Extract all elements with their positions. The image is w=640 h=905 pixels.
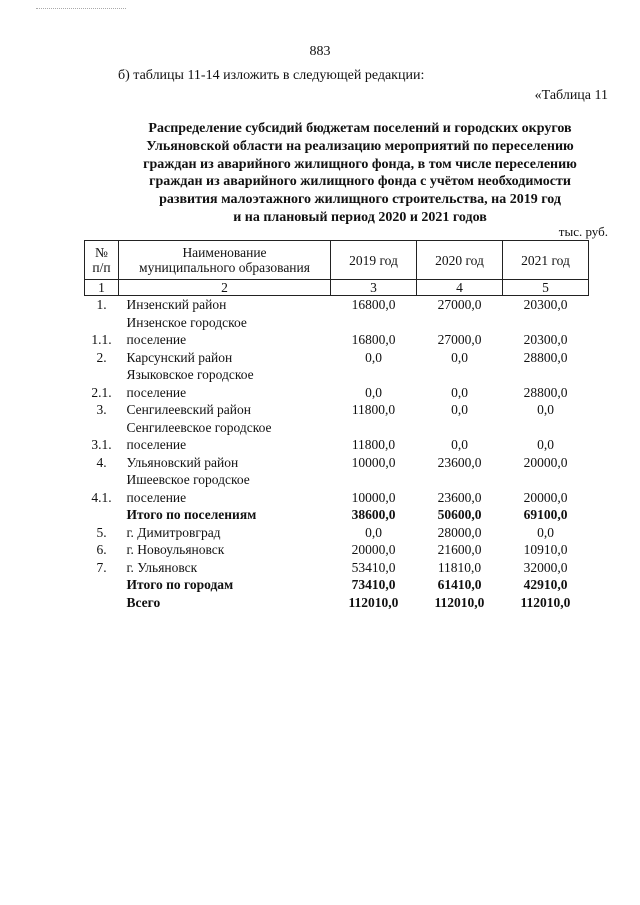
municipality-name-line: г. Ульяновск xyxy=(126,559,198,575)
value-2020: 23600,0 xyxy=(437,489,482,505)
table-row xyxy=(85,471,589,506)
municipality-name-line: поселение xyxy=(126,489,187,505)
table-title xyxy=(100,120,620,227)
value-2021: 112010,0 xyxy=(520,594,571,610)
value-2019: 53410,0 xyxy=(351,559,396,575)
row-number xyxy=(85,506,119,524)
value-2020: 27000,0 xyxy=(437,332,482,347)
municipality-name-line: поселение xyxy=(126,437,187,452)
value-2019: 11800,0 xyxy=(351,437,396,452)
municipality-name-line: Сенгилеевское городское xyxy=(126,419,272,435)
municipality-name-line: Итого по поселениям xyxy=(126,507,257,522)
value-2019: 10000,0 xyxy=(351,454,396,470)
value-2019: 11800,0 xyxy=(351,402,396,417)
table-row xyxy=(85,401,589,419)
municipality-name-line: Ишеевское городское xyxy=(126,472,250,487)
column-index: 4 xyxy=(417,280,503,296)
value-2020: 61410,0 xyxy=(437,577,482,592)
header-number: № п/п xyxy=(85,241,119,280)
value-2019: 0,0 xyxy=(365,349,382,365)
row-number xyxy=(85,594,119,612)
table-header-row xyxy=(85,241,589,280)
subsidy-table xyxy=(84,240,589,611)
value-2019: 10000,0 xyxy=(351,489,396,505)
table-row xyxy=(85,366,589,401)
title-line: развития малоэтажного жилищного строительства, на 2019 год xyxy=(159,192,561,208)
municipality-name xyxy=(119,559,331,577)
table-label: «Таблица 11 xyxy=(534,88,608,103)
municipality-name xyxy=(119,314,331,349)
municipality-name-line: Языковское городское xyxy=(126,367,254,382)
row-number: 3.1. xyxy=(91,437,112,452)
row-number: 7. xyxy=(96,559,107,575)
value-2020: 27000,0 xyxy=(437,297,482,312)
value-2021: 28800,0 xyxy=(523,384,568,400)
value-2020: 28000,0 xyxy=(437,524,482,540)
title-line: граждан из аварийного жилищного фонда с учётом необходимости xyxy=(149,174,571,190)
municipality-name xyxy=(119,366,331,401)
value-2021: 0,0 xyxy=(537,437,554,452)
municipality-name-line: г. Димитровград xyxy=(126,524,221,540)
table-row xyxy=(85,541,589,559)
value-2021: 0,0 xyxy=(537,402,554,417)
value-2020: 21600,0 xyxy=(437,542,482,557)
value-2019: 20000,0 xyxy=(351,542,396,557)
row-number: 6. xyxy=(96,542,107,557)
municipality-name-line: Инзенский район xyxy=(126,297,227,312)
municipality-name xyxy=(119,594,331,612)
municipality-name-line: Всего xyxy=(126,594,161,610)
table-total-row xyxy=(85,576,589,594)
table-row xyxy=(85,454,589,472)
municipality-name xyxy=(119,576,331,594)
value-2020: 11810,0 xyxy=(437,559,482,575)
table-row xyxy=(85,559,589,577)
page-number: 883 xyxy=(309,44,331,59)
header-municipality: Наименование муниципального образования xyxy=(119,241,331,280)
row-number: 3. xyxy=(96,402,107,417)
title-line: граждан из аварийного жилищного фонда, в том числе переселению xyxy=(143,156,577,172)
value-2020: 0,0 xyxy=(451,437,468,452)
municipality-name-line: Инзенское городское xyxy=(126,314,247,330)
title-line: и на плановый период 2020 и 2021 годов xyxy=(233,209,487,225)
row-number: 4. xyxy=(96,454,107,470)
row-number: 1. xyxy=(96,297,107,312)
value-2019: 73410,0 xyxy=(351,577,396,592)
row-number: 1.1. xyxy=(91,332,112,347)
value-2021: 20300,0 xyxy=(523,297,568,312)
header-2019: 2019 год xyxy=(331,241,417,280)
municipality-name xyxy=(119,401,331,419)
table-total-row xyxy=(85,506,589,524)
municipality-name xyxy=(119,524,331,542)
row-number xyxy=(85,576,119,594)
column-index: 5 xyxy=(503,280,589,296)
table-row xyxy=(85,524,589,542)
value-2019: 0,0 xyxy=(365,384,382,400)
value-2020: 0,0 xyxy=(451,349,468,365)
municipality-name xyxy=(119,541,331,559)
municipality-name-line: поселение xyxy=(126,332,187,347)
value-2019: 16800,0 xyxy=(351,332,396,347)
value-2021: 10910,0 xyxy=(523,542,568,557)
header-2021: 2021 год xyxy=(503,241,589,280)
table-total-row xyxy=(85,594,589,612)
municipality-name-line: Сенгилеевский район xyxy=(126,402,251,417)
value-2021: 20000,0 xyxy=(523,454,568,470)
value-2021: 42910,0 xyxy=(523,577,568,592)
municipality-name xyxy=(119,296,331,314)
value-2021: 0,0 xyxy=(537,524,554,540)
municipality-name-line: Итого по городам xyxy=(126,577,234,592)
value-2020: 0,0 xyxy=(451,402,468,417)
column-index: 2 xyxy=(119,280,331,296)
table-body xyxy=(85,296,589,612)
value-2020: 0,0 xyxy=(451,384,468,400)
column-index-row xyxy=(85,280,589,296)
municipality-name-line: поселение xyxy=(126,384,187,400)
value-2020: 112010,0 xyxy=(434,594,485,610)
table-row xyxy=(85,296,589,314)
header-2020: 2020 год xyxy=(417,241,503,280)
municipality-name-line: г. Новоульяновск xyxy=(126,542,225,557)
value-2019: 16800,0 xyxy=(351,297,396,312)
row-number: 2.1. xyxy=(91,384,112,400)
row-number: 5. xyxy=(96,524,107,540)
municipality-name xyxy=(119,454,331,472)
municipality-name xyxy=(119,506,331,524)
column-index: 1 xyxy=(85,280,119,296)
municipality-name xyxy=(119,349,331,367)
municipality-name xyxy=(119,419,331,454)
column-index: 3 xyxy=(331,280,417,296)
value-2021: 32000,0 xyxy=(523,559,568,575)
title-line: Распределение субсидий бюджетам поселений и городских округов xyxy=(148,121,572,136)
value-2019: 0,0 xyxy=(365,524,382,540)
row-number: 2. xyxy=(96,349,107,365)
intro-text: б) таблицы 11-14 изложить в следующей редакции: xyxy=(118,68,425,83)
municipality-name xyxy=(119,471,331,506)
municipality-name-line: Карсунский район xyxy=(126,349,233,365)
value-2021: 20300,0 xyxy=(523,332,568,347)
value-2019: 112010,0 xyxy=(348,594,399,610)
value-2020: 50600,0 xyxy=(437,507,482,522)
municipality-name-line: Ульяновский район xyxy=(126,454,239,470)
value-2020: 23600,0 xyxy=(437,454,482,470)
table-row xyxy=(85,349,589,367)
table-row xyxy=(85,314,589,349)
value-2021: 69100,0 xyxy=(523,507,568,522)
row-number: 4.1. xyxy=(91,489,112,505)
table-row xyxy=(85,419,589,454)
value-2021: 28800,0 xyxy=(523,349,568,365)
value-2019: 38600,0 xyxy=(351,507,396,522)
scan-artifact xyxy=(36,8,126,11)
units-label: тыс. руб. xyxy=(558,224,608,239)
value-2021: 20000,0 xyxy=(523,489,568,505)
title-line: Ульяновской области на реализацию мероприятий по переселению xyxy=(146,138,574,154)
